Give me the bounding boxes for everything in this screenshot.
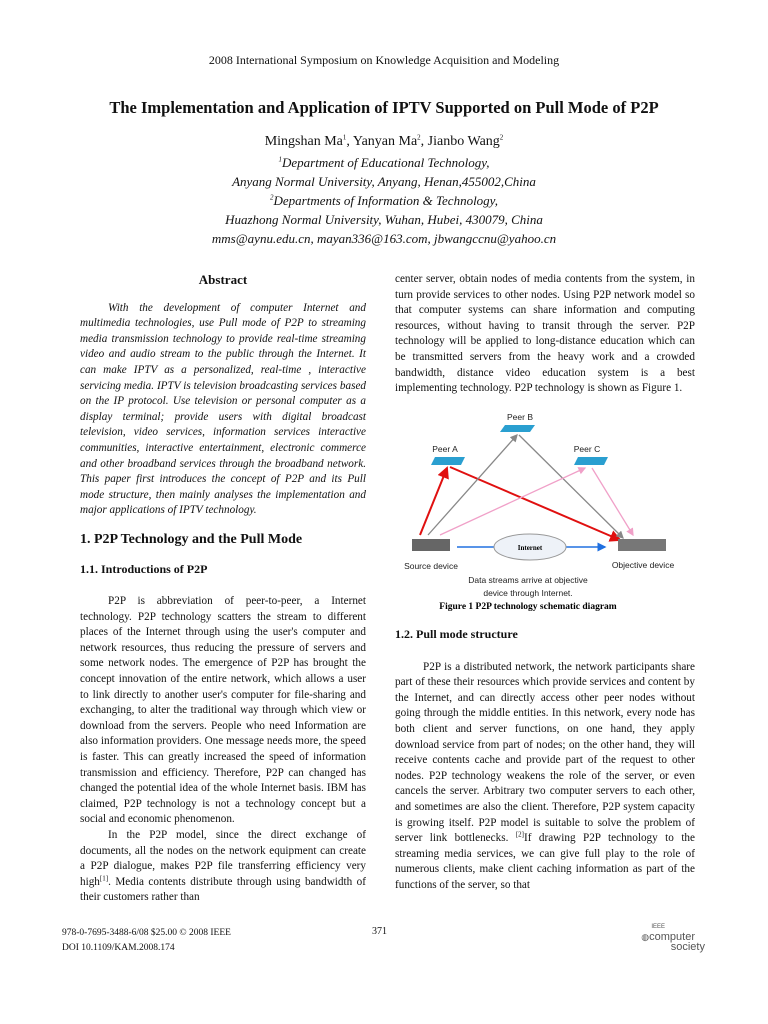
right-column-lower xyxy=(395,627,695,894)
arrow-peer-c-objective xyxy=(592,468,633,535)
author: , Yanyan Ma xyxy=(346,134,418,149)
peer-b-label: Peer B xyxy=(507,412,533,422)
text: P2P is a distributed network, the network participants share part of these their resources which provide services and content by the Internet, and can directly access other peer nodes without going through the middle entities. In this network, every node has both client and server functions, on one hand, they apply download service from part of nodes; on the other hand, they will receive contents cache and provide part of the request to other nodes. P2P technology weakens the role of the server, or even cancels the server. Arbitrary two computer servers to each other, and sometimes are also the client. Therefore, P2P system capacity is growing itself. P2P model is suitable to solve the problem of server link bottlenecks. xyxy=(395,660,695,845)
affil-sup: 2 xyxy=(270,193,274,202)
paragraph xyxy=(80,828,366,906)
objective-label: Objective device xyxy=(611,560,675,570)
peer-c-label: Peer C xyxy=(573,444,601,454)
affil-line: Huazhong Normal University, Wuhan, Hubei, 430079, China xyxy=(225,212,543,227)
author-sup: 2 xyxy=(417,133,421,142)
affil-line: Department of Educational Technology, xyxy=(282,155,490,170)
text: In the P2P model, since the direct exchange of documents, all the nodes on the network equipment can create a P2P dialogue, makes P2P file transferring efficiency very high xyxy=(80,829,366,888)
emails: mms@aynu.edu.cn, mayan336@163.com, jbwangccnu@yahoo.cn xyxy=(211,231,557,246)
figure-caption: Figure 1 P2P technology schematic diagram xyxy=(439,602,617,612)
paragraph: P2P is abbreviation of peer-to-peer, a Internet technology. P2P technology scatters the stream to different places of the Internet through using the user's computer and network resources, thus reducing the pressure of servers and some network nodes. The emergence of P2P has brought the concept innovation of the entire network, which allows a user to link directly to another user's computer for file-sharing and exchanging, to alter the traditional way through which view or download from the servers. People who need Information are also information providers. One message needs more, the speed is faster. This can greatly increased the speed of information transmission and efficiency. Therefore, P2P can changed has changed the potential idea of the whole Internet basis. IBM has claimed, P2P technology is not a technology concept but a social and economic phenomenon. xyxy=(80,595,366,826)
logo-text: society xyxy=(670,941,705,953)
p2p-figure xyxy=(395,405,700,615)
citation: [2] xyxy=(515,830,524,839)
source-label: Source device xyxy=(404,561,458,571)
peer-a-label: Peer A xyxy=(432,444,458,454)
paragraph xyxy=(395,660,695,894)
footer-left xyxy=(62,926,231,956)
peer-b-icon xyxy=(500,425,535,432)
citation: [1] xyxy=(99,874,109,883)
ieee-computer-society-logo xyxy=(625,922,705,952)
left-column xyxy=(80,272,366,906)
affil-line: Departments of Information & Technology, xyxy=(273,193,498,208)
affil-sup: 1 xyxy=(278,155,282,164)
author: , Jianbo Wang xyxy=(420,134,500,149)
logo-text: computer xyxy=(649,931,695,943)
internet-label: Internet xyxy=(517,544,543,552)
peer-c-icon xyxy=(574,457,608,465)
logo-text: IEEE xyxy=(651,924,665,930)
text: If drawing P2P technology to the streaming media services, we can give full play to the role of numerous clients, make client caching information as part of the functions of the server, so that xyxy=(395,832,695,891)
author-sup: 1 xyxy=(342,133,347,142)
logo-globe-icon: ◍ xyxy=(641,932,650,942)
author: Mingshan Ma xyxy=(264,134,343,149)
subsection-heading: 1.2. Pull mode structure xyxy=(395,627,518,641)
author-sup: 2 xyxy=(499,133,504,142)
text: . Media contents distribute through using bandwidth of their customers rather than xyxy=(80,875,366,904)
doi: DOI 10.1109/KAM.2008.174 xyxy=(62,943,175,953)
source-device-icon xyxy=(412,539,450,551)
authors xyxy=(0,134,768,150)
affil-line: Anyang Normal University, Anyang, Henan,455002,China xyxy=(232,174,536,189)
right-column xyxy=(395,272,695,397)
paragraph: center server, obtain nodes of media contents from the system, in turn provide services to other nodes. Using P2P network model so that computer systems can share information and computing resources, without having to transit through the server. P2P technology will be applied to long-distance education which can be transmitted servers from the heavy work and a crowded bandwidth, distance video education system is a best implementing technology. P2P technology is shown as Figure 1. xyxy=(395,273,695,395)
arrow-peer-b-objective xyxy=(519,435,623,538)
paper-title: The Implementation and Application of IPTV Supported on Pull Mode of P2P xyxy=(109,98,659,117)
section-heading: 1. P2P Technology and the Pull Mode xyxy=(80,531,303,547)
subsection-heading: 1.1. Introductions of P2P xyxy=(80,561,208,576)
peer-a-icon xyxy=(431,457,465,465)
arrow-source-peer-a xyxy=(420,468,447,535)
objective-device-icon xyxy=(618,539,666,551)
page-number: 371 xyxy=(372,926,387,937)
figure-note: device through Internet. xyxy=(483,588,573,598)
figure-note: Data streams arrive at objective xyxy=(468,575,588,585)
isbn: 978-0-7695-3488-6/08 $25.00 © 2008 IEEE xyxy=(62,928,231,938)
conference-header: 2008 International Symposium on Knowledge Acquisition and Modeling xyxy=(208,53,560,67)
affiliations xyxy=(0,153,768,248)
abstract-text: With the development of computer Internet and multimedia technologies, use Pull mode of P2P to streaming media transmission technology to provide real-time streaming video and audio stream to the public through the Internet. It can make IPTV as a personalized, real-time , interactive servicing media. IPTV is television broadcasting services based on the IP protocol. Use television or personal computer as a display terminal; provide users with digital broadcast television, video services, information services interactive communities, interactive entertainment, electronic commerce and other broadband services through the broadband network. This paper first introduces the concept of P2P and its Pull mode structure, then mainly analyses the implementation and major applications of IPTV technology. xyxy=(80,301,366,517)
arrow-peer-a-objective xyxy=(450,467,620,540)
abstract-heading: Abstract xyxy=(198,272,248,287)
arrow-source-peer-c xyxy=(440,468,585,535)
